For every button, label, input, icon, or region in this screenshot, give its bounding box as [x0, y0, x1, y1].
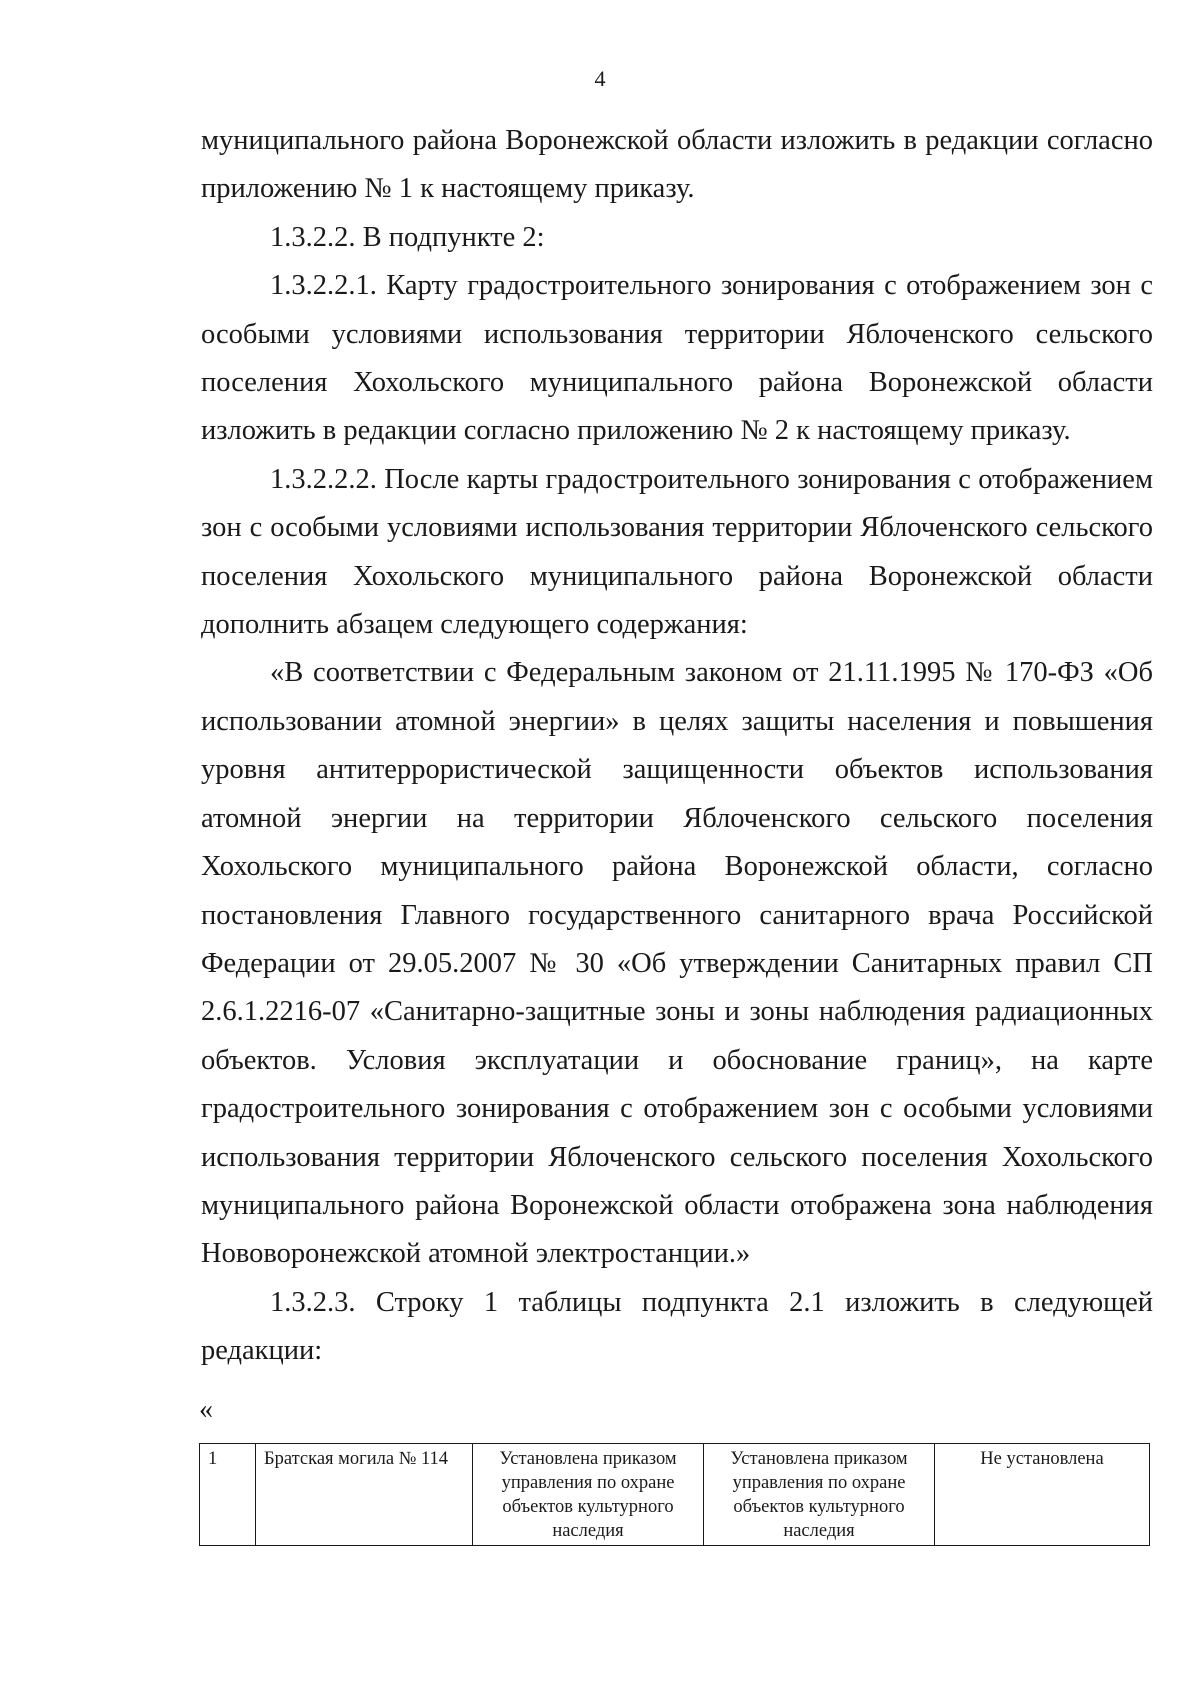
table-cell-col3: Установлена приказом управления по охране объектов культурного наследия [473, 1444, 704, 1546]
table-cell-col5: Не установлена [935, 1444, 1150, 1546]
paragraph: 1.3.2.2.1. Карту градостроительного зонирования с отображением зон с особыми условиями использования территории Яблоченского сельского поселения Хохольского муниципального района Воронежской области изложить в редакции согласно приложению № 2 к настоящему приказу. [201, 270, 1153, 447]
heritage-table [199, 1443, 1150, 1546]
table-cell-name: Братская могила № 114 [256, 1444, 473, 1546]
paragraph: муниципального района Воронежской области изложить в редакции согласно приложению № 1 к настоящему приказу. [201, 125, 1153, 205]
table-cell-col4: Установлена приказом управления по охране объектов культурного наследия [704, 1444, 935, 1546]
paragraph: 1.3.2.3. Строку 1 таблицы подпункта 2.1 изложить в следующей редакции: [201, 1286, 1153, 1367]
page-number: 4 [594, 66, 606, 91]
table-cell-number: 1 [200, 1444, 256, 1546]
paragraph: «В соответствии с Федеральным законом от 21.11.1995 № 170-ФЗ «Об использовании атомной энергии» в целях защиты населения и повышения уровня антитеррористической защищенности объектов использования атомной энергии на территории Яблоченского сельского поселения Хохольского муниципального района Воронежской области, согласно постановления Главного государственного санитарного врача Российской Федерации от 29.05.2007 № 30 «Об утверждении Санитарных правил СП 2.6.1.2216-07 «Санитарно-защитные зоны и зоны наблюдения радиационных объектов. Условия эксплуатации и обоснование границ», на карте градостроительного зонирования с отображением зон с особыми условиями использования территории Яблоченского сельского поселения Хохольского муниципального района Воронежской области отображена зона наблюдения Нововоронежской атомной электростанции.» [201, 657, 1153, 1270]
paragraph: 1.3.2.2. В подпункте 2: [270, 221, 545, 253]
table-row [200, 1444, 1150, 1546]
document-body [201, 117, 1153, 1376]
opening-quote-mark: « [199, 1394, 213, 1425]
paragraph: 1.3.2.2.2. После карты градостроительного зонирования с отображением зон с особыми условиями использования территории Яблоченского сельского поселения Хохольского муниципального района Воронежской области дополнить абзацем следующего содержания: [201, 463, 1153, 641]
